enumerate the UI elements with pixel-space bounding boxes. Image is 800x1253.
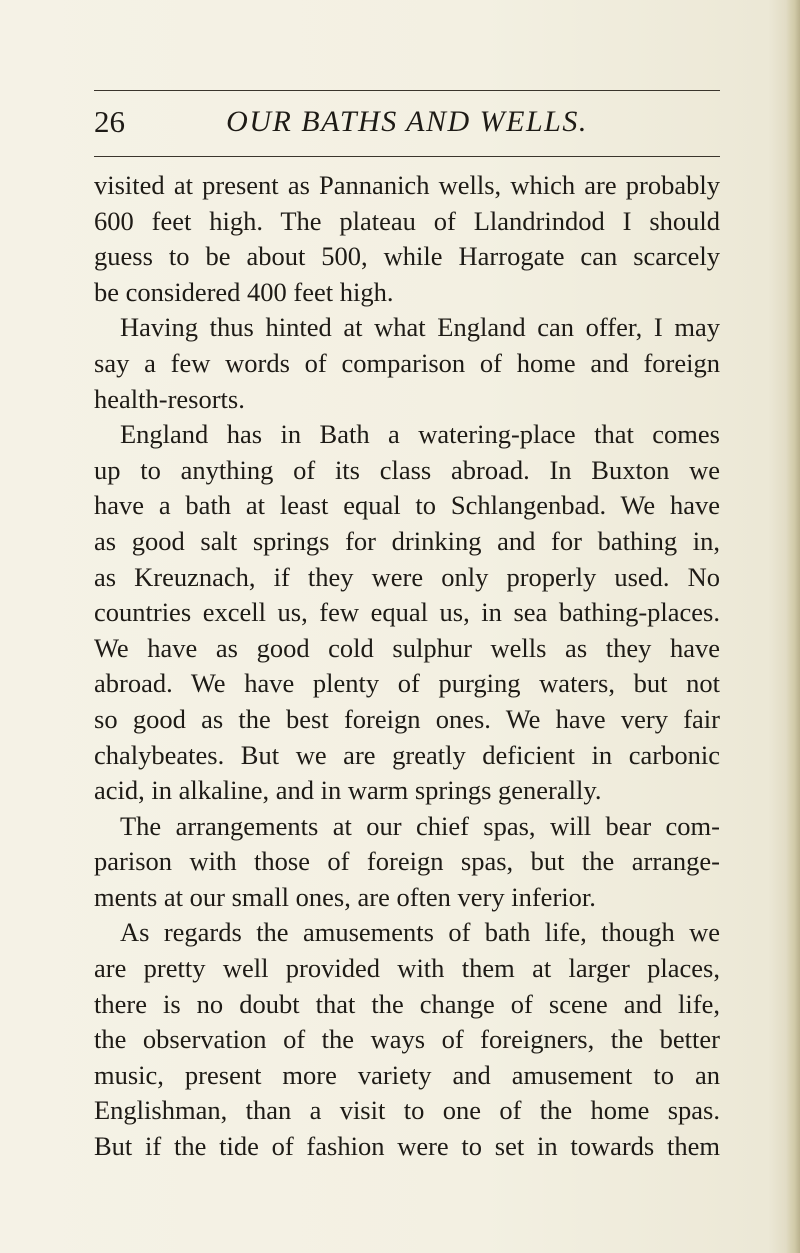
text-line: so good as the best foreign ones. We have very fair <box>94 703 720 734</box>
text-line: Englishman, than a visit to one of the home spas. <box>94 1095 720 1126</box>
text-line: But if the tide of fashion were to set in towards them <box>94 1131 720 1162</box>
text-line: health-resorts. <box>94 383 245 414</box>
text-line: up to anything of its class abroad. In Buxton we <box>94 454 720 485</box>
text-line: As regards the amusements of bath life, though we <box>120 917 720 948</box>
text-line: We have as good cold sulphur wells as they have <box>94 632 720 663</box>
text-line: visited at present as Pannanich wells, which are probably <box>94 170 720 200</box>
text-line: say a few words of comparison of home and foreign <box>94 347 720 378</box>
body-text <box>94 168 720 1165</box>
text-line: Having thus hinted at what England can offer, I may <box>120 312 720 343</box>
header-rule-bottom <box>94 156 720 157</box>
page-edge-shadow <box>786 0 800 1253</box>
text-line: music, present more variety and amusement to an <box>94 1059 720 1090</box>
running-head: OUR BATHS AND WELLS. <box>226 105 588 138</box>
text-line: have a bath at least equal to Schlangenbad. We have <box>94 490 720 521</box>
text-line: England has in Bath a watering-place that comes <box>120 419 720 450</box>
text-line: abroad. We have plenty of purging waters, but not <box>94 668 720 699</box>
text-line: parison with those of foreign spas, but the arrange- <box>94 846 720 877</box>
text-line: chalybeates. But we are greatly deficient in carbonic <box>94 739 720 770</box>
text-line: guess to be about 500, while Harrogate can scarcely <box>94 241 720 272</box>
page-number: 26 <box>94 104 125 139</box>
text-line: be considered 400 feet high. <box>94 276 394 307</box>
text-line: The arrangements at our chief spas, will bear com- <box>120 810 720 841</box>
text-line: there is no doubt that the change of scene and life, <box>94 988 720 1019</box>
text-line: as Kreuznach, if they were only properly used. No <box>94 561 720 592</box>
header-rule-top <box>94 90 720 91</box>
text-line: are pretty well provided with them at larger places, <box>94 953 720 984</box>
text-line: acid, in alkaline, and in warm springs generally. <box>94 775 602 806</box>
text-line: 600 feet high. The plateau of Llandrindod I should <box>94 205 720 236</box>
page-header <box>94 102 720 146</box>
text-line: ments at our small ones, are often very inferior. <box>94 881 596 912</box>
text-line: the observation of the ways of foreigners, the better <box>94 1024 720 1055</box>
text-line: countries excell us, few equal us, in sea bathing-places. <box>94 597 720 628</box>
text-line: as good salt springs for drinking and for bathing in, <box>94 525 720 556</box>
